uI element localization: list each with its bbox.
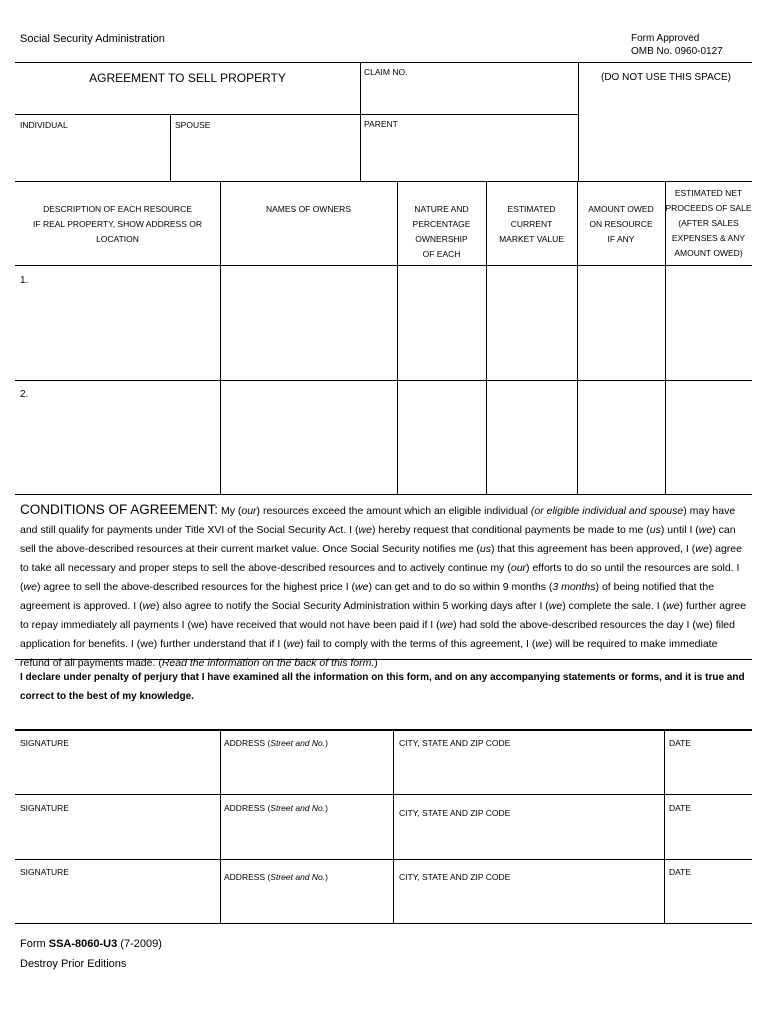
signature-3-label: SIGNATURE [20, 867, 69, 877]
signature-row-1-bottom [15, 794, 752, 795]
address-2-field[interactable] [222, 817, 391, 857]
office-use-divider [578, 62, 579, 181]
signature-2-label: SIGNATURE [20, 803, 69, 813]
title-row-divider [15, 114, 578, 115]
signature-1-label: SIGNATURE [20, 738, 69, 748]
address-1-field[interactable] [222, 752, 391, 792]
perjury-declaration: I declare under penalty of perjury that I have examined all the information on this form, and on any accompanying statements or forms, and it is true and correct to the best of my knowledge. [20, 672, 745, 702]
signature-2-field[interactable] [17, 817, 218, 857]
date-2-label: DATE [669, 803, 692, 813]
individual-field[interactable] [17, 132, 168, 179]
top-border [15, 62, 752, 63]
spouse-field[interactable] [172, 132, 358, 179]
omb-number: OMB No. 0960-0127 [631, 46, 723, 57]
city-3-label: CITY, STATE AND ZIP CODE [399, 872, 511, 882]
applicant-row-bottom [15, 181, 752, 182]
address-3-field[interactable] [222, 886, 391, 921]
sig-col-divider-1 [220, 730, 221, 923]
form-title: AGREEMENT TO SELL PROPERTY [89, 71, 286, 85]
date-1-label: DATE [669, 738, 692, 748]
table-bottom [15, 494, 752, 495]
spouse-divider [170, 114, 171, 181]
row-1-number: 1. [20, 275, 29, 286]
individual-label: INDIVIDUAL [20, 120, 68, 130]
date-3-label: DATE [669, 867, 692, 877]
signature-row-2-bottom [15, 859, 752, 860]
date-3-field[interactable] [666, 881, 750, 921]
signature-section-bottom [15, 923, 752, 924]
col-divider-1 [220, 181, 221, 494]
form-number: Form SSA-8060-U3 (7-2009) [20, 938, 162, 950]
city-1-label: CITY, STATE AND ZIP CODE [399, 738, 511, 748]
signature-1-field[interactable] [17, 752, 218, 792]
address-2-label: ADDRESS (Street and No.) [224, 803, 328, 813]
col-net-proceeds-header: ESTIMATED NET PROCEEDS OF SALE (AFTER SALES EXPENSES & ANY AMOUNT OWED) [665, 188, 752, 258]
spouse-label: SPOUSE [175, 120, 211, 130]
date-1-field[interactable] [666, 752, 750, 792]
address-1-label: ADDRESS (Street and No.) [224, 738, 328, 748]
col-owners-header: NAMES OF OWNERS [265, 204, 351, 214]
sig-col-divider-3 [664, 730, 665, 923]
form-approved: Form Approved [631, 33, 700, 44]
conditions-title: CONDITIONS OF AGREEMENT: [20, 502, 219, 517]
city-2-label: CITY, STATE AND ZIP CODE [399, 808, 511, 818]
city-3-field[interactable] [395, 886, 662, 921]
table-header-bottom [15, 265, 752, 266]
claim-divider [360, 62, 361, 181]
row-2-description-field[interactable] [17, 382, 219, 492]
declaration-top-border [15, 659, 752, 660]
row-2-number: 2. [20, 389, 29, 400]
claim-no-field[interactable] [362, 80, 576, 112]
destroy-prior-editions: Destroy Prior Editions [20, 958, 127, 970]
signature-section-top [15, 729, 752, 731]
col-nature-header: NATURE AND PERCENTAGE OWNERSHIP OF EACH [412, 204, 471, 259]
sig-col-divider-2 [393, 730, 394, 923]
do-not-use-label: (DO NOT USE THIS SPACE) [600, 72, 732, 83]
claim-no-label: CLAIM NO. [364, 67, 408, 77]
col-market-value-header: ESTIMATED CURRENT MARKET VALUE [499, 204, 564, 244]
date-2-field[interactable] [666, 817, 750, 857]
signature-3-field[interactable] [17, 881, 218, 921]
parent-label: PARENT [364, 119, 398, 129]
agency-name: Social Security Administration [20, 33, 165, 45]
city-1-field[interactable] [395, 752, 662, 792]
parent-field[interactable] [362, 132, 576, 179]
col-amount-owed-header: AMOUNT OWED ON RESOURCE IF ANY [588, 204, 654, 244]
city-2-field[interactable] [395, 822, 662, 857]
row-1-bottom [15, 380, 752, 381]
conditions-paragraph: CONDITIONS OF AGREEMENT: My (our) resources exceed the amount which an eligible individual (or eligible individual and spouse) may have and still qualify for payments under Title XVI of the Social Security Act. I (we) hereby request that conditional payments be made to me (us) until I (we) can sell the above-described resources at their current market value. Once Social Security notifies me (us) that this agreement has been approved, I (we) agree to take all necessary and proper steps to sell the above-described resources and to actively continue my (our) efforts to do so until the resources are sold. I (we) agree to sell the above-described resources for the highest price I (we) can get and to do so within 9 months (3 months) of being notified that the agreement is approved. I (we) also agree to notify the Social Security Administration within 5 working days after I (we) complete the sale. I (we) further agree to repay immediately all payments I (we) have received that would not have been paid if I (we) had sold the above-described resources the day I (we) filed application for benefits. I (we) further understand that if I (we) fail to comply with the terms of this agreement, I (we) will be required to make immediate refund of all payments made. (Read the information on the back of this form.) [20, 502, 747, 669]
col-description-header: DESCRIPTION OF EACH RESOURCE IF REAL PROPERTY, SHOW ADDRESS OR LOCATION [33, 204, 202, 244]
row-1-description-field[interactable] [17, 267, 219, 378]
address-3-label: ADDRESS (Street and No.) [224, 872, 328, 882]
